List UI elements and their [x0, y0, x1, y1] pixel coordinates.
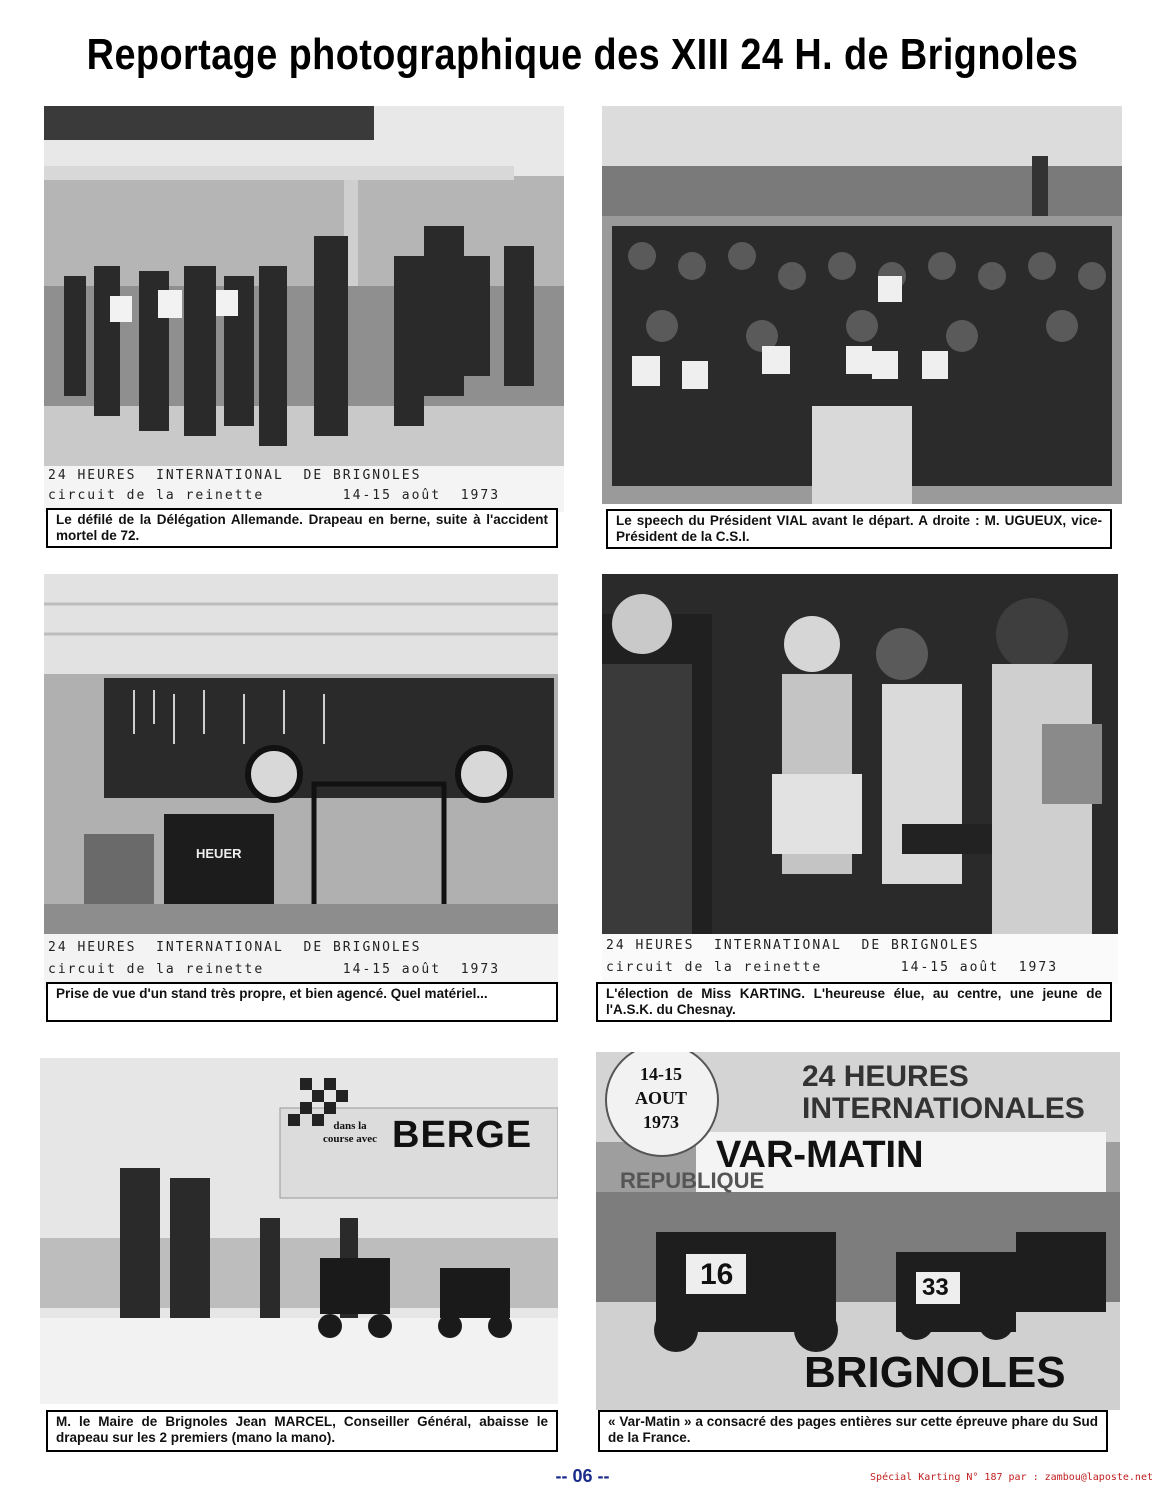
date-badge-day: 14-15 — [640, 1064, 682, 1084]
date-badge-month: AOUT — [634, 1088, 687, 1108]
photo-stand — [44, 574, 558, 990]
page-number: -- 06 -- — [555, 1466, 610, 1486]
caption-presidents-speech: Le speech du Président VIAL avant le départ. A droite : M. UGUEUX, vice-Président de la C.S.I. — [606, 509, 1112, 549]
photo-mayor-flag — [40, 1058, 558, 1404]
banner-republique: REPUBLIQUE — [620, 1168, 765, 1193]
caption-var-matin: « Var-Matin » a consacré des pages entières sur cette épreuve phare du Sud de la France. — [598, 1410, 1108, 1452]
photo-overlay-heading: 24 HEURES INTERNATIONAL DE BRIGNOLES — [606, 938, 980, 953]
photo-var-matin — [596, 1052, 1120, 1410]
headline-brignoles: BRIGNOLES — [804, 1348, 1066, 1397]
caption-german-delegation: Le défilé de la Délégation Allemande. Drapeau en berne, suite à l'accident mortel de 72. — [46, 508, 558, 548]
caption-mayor-flag: M. le Maire de Brignoles Jean MARCEL, Conseiller Général, abaisse le drapeau sur les 2 premiers (mano la mano). — [46, 1410, 558, 1452]
banner-berger: BERGE — [392, 1114, 533, 1156]
photo-miss-karting — [602, 574, 1118, 934]
photo-overlay-date: circuit de la reinette 14-15 août 1973 — [48, 962, 501, 977]
kart-number-33: 33 — [922, 1274, 949, 1301]
headline-24-heures: 24 HEURES — [802, 1060, 969, 1093]
banner-var-matin: VAR-MATIN — [716, 1134, 924, 1176]
page-title: Reportage photographique des XIII 24 H. de Brignoles — [86, 30, 1079, 79]
photo-overlay-date: circuit de la reinette 14-15 août 1973 — [48, 488, 501, 503]
banner-small-text: dans la course avec — [322, 1120, 378, 1145]
photo-overlay-heading: 24 HEURES INTERNATIONAL DE BRIGNOLES — [48, 468, 422, 483]
kart-number-16: 16 — [700, 1258, 734, 1291]
caption-miss-karting: L'élection de Miss KARTING. L'heureuse élue, au centre, une jeune de l'A.S.K. du Chesnay. — [596, 982, 1112, 1022]
stand-sign-heuer: HEUER — [196, 846, 242, 861]
photo-german-delegation — [44, 106, 564, 512]
overlay-strip — [602, 934, 1118, 984]
photo-overlay-heading: 24 HEURES INTERNATIONAL DE BRIGNOLES — [48, 940, 422, 955]
date-badge-year: 1973 — [643, 1112, 679, 1132]
footer-credit: Spécial Karting N° 187 par : zambou@laposte.net — [870, 1472, 1153, 1483]
photo-presidents-speech — [602, 106, 1122, 504]
caption-stand: Prise de vue d'un stand très propre, et bien agencé. Quel matériel... — [46, 982, 558, 1022]
headline-internationales: INTERNATIONALES — [802, 1092, 1085, 1125]
photo-overlay-date: circuit de la reinette 14-15 août 1973 — [606, 960, 1059, 975]
